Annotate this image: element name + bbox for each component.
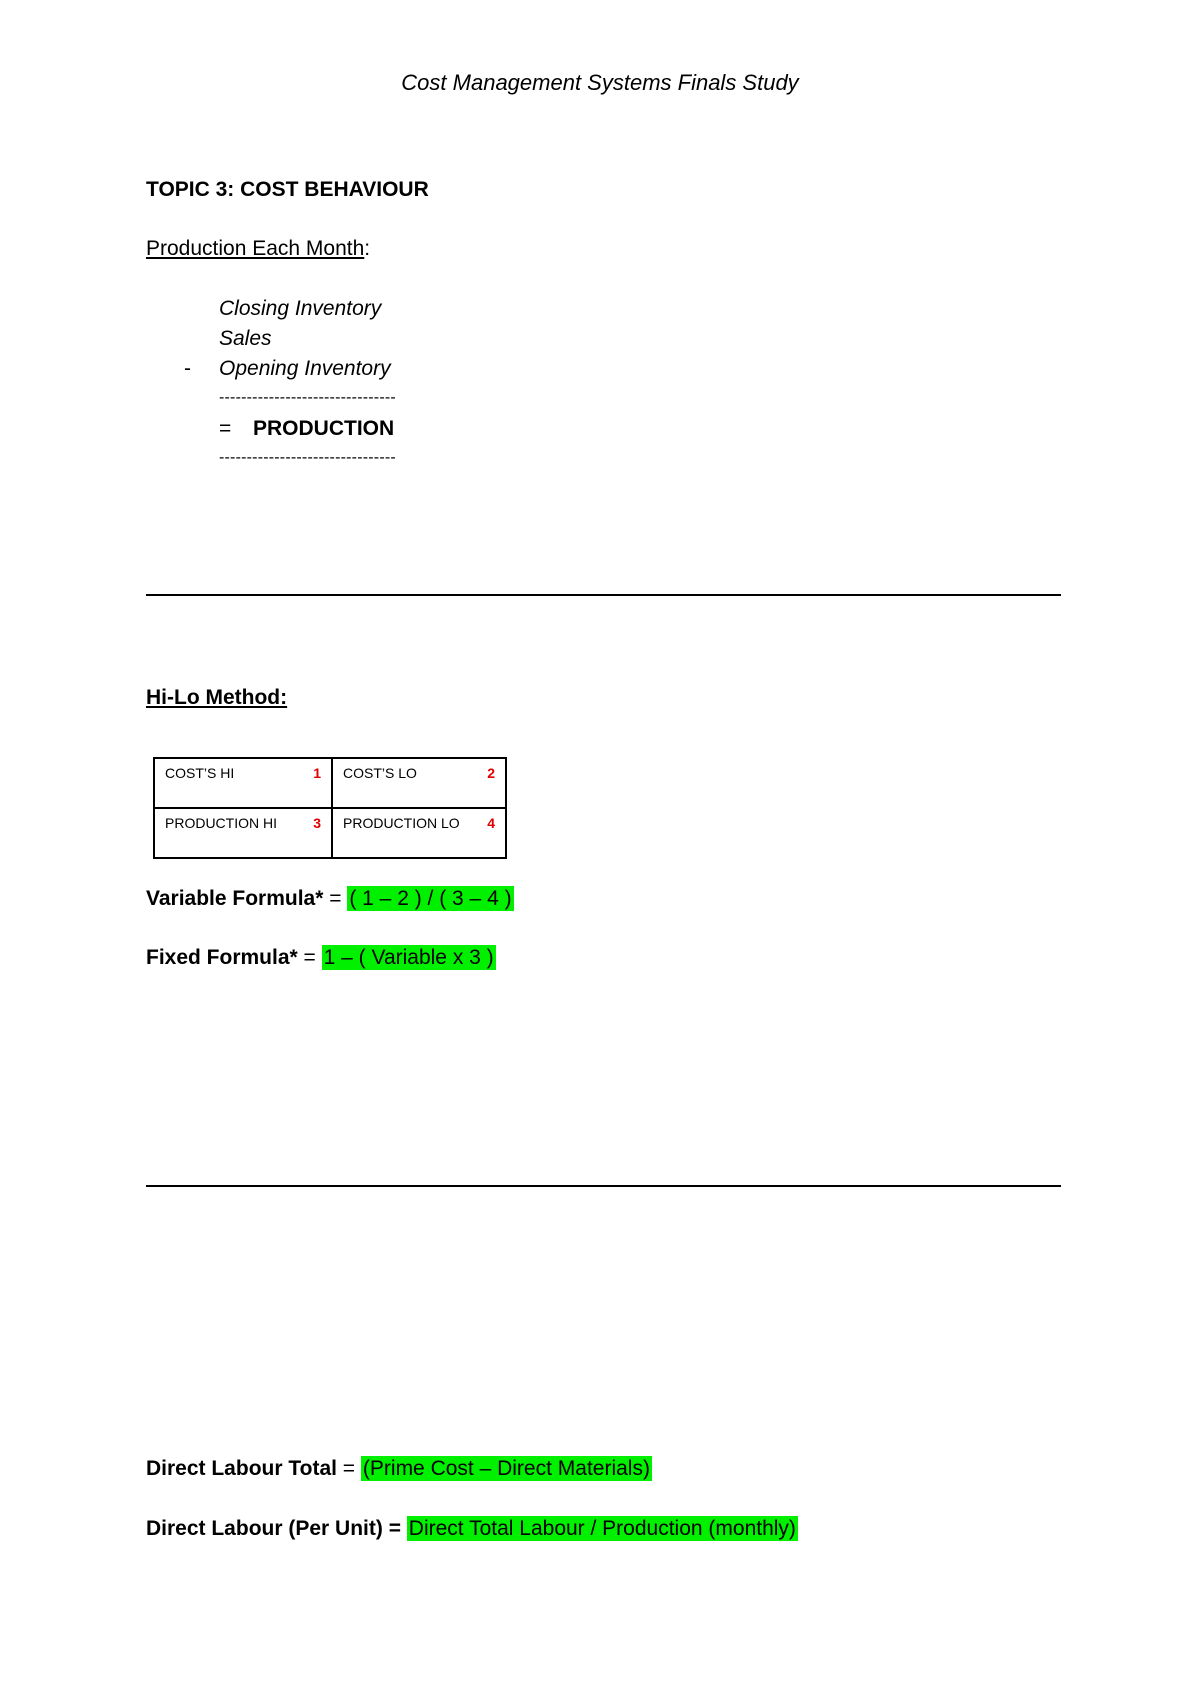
fixed-equals: =	[297, 946, 322, 969]
table-row	[154, 808, 506, 858]
minus-sign: -	[184, 357, 191, 380]
variable-formula-value: ( 1 – 2 ) / ( 3 – 4 )	[349, 887, 512, 910]
fixed-formula-label: Fixed Formula*	[146, 946, 298, 969]
cost-lo-number: 2	[487, 765, 495, 781]
production-heading	[146, 237, 370, 261]
topic-heading: TOPIC 3: COST BEHAVIOUR	[146, 178, 429, 201]
direct-labour-total-label: Direct Labour Total	[146, 1457, 337, 1480]
dash-separator-top: --------------------------------	[219, 389, 396, 406]
direct-labour-unit-label: Direct Labour (Per Unit) =	[146, 1517, 407, 1540]
fixed-formula-line	[146, 946, 496, 970]
production-result: PRODUCTION	[253, 417, 395, 440]
fixed-formula-value: 1 – ( Variable x 3 )	[323, 946, 494, 969]
cost-hi-number: 1	[313, 765, 321, 781]
cost-lo-label: COST’S LO	[343, 765, 417, 781]
cost-lo-cell	[332, 758, 506, 808]
production-heading-colon: :	[364, 237, 371, 260]
prod-lo-label: PRODUCTION LO	[343, 815, 460, 831]
variable-equals: =	[323, 887, 348, 910]
opening-inventory: Opening Inventory	[219, 357, 391, 380]
prod-lo-number: 4	[487, 815, 495, 831]
prod-lo-cell	[332, 808, 506, 858]
variable-formula-label: Variable Formula*	[146, 887, 324, 910]
hilo-heading	[146, 686, 287, 710]
page-header: Cost Management Systems Finals Study	[401, 70, 799, 95]
divider-1	[146, 594, 1061, 596]
hilo-heading-text: Hi-Lo Method:	[146, 686, 288, 709]
hilo-table	[153, 757, 507, 859]
table-row	[154, 758, 506, 808]
direct-labour-total-formula: (Prime Cost – Direct Materials)	[362, 1457, 650, 1480]
direct-labour-unit-formula: Direct Total Labour / Production (monthly)	[408, 1517, 796, 1540]
direct-labour-unit-line	[146, 1517, 798, 1541]
equals-sign: =	[219, 417, 232, 440]
direct-labour-total-equals: =	[336, 1457, 361, 1480]
variable-formula-line	[146, 887, 514, 911]
prod-hi-cell	[154, 808, 332, 858]
dash-separator-bottom: --------------------------------	[219, 449, 396, 466]
cost-hi-label: COST’S HI	[165, 765, 235, 781]
prod-hi-number: 3	[313, 815, 321, 831]
closing-inventory: Closing Inventory	[219, 297, 382, 320]
direct-labour-total-line	[146, 1457, 652, 1481]
production-heading-text: Production Each Month	[146, 237, 365, 260]
cost-hi-cell	[154, 758, 332, 808]
divider-2	[146, 1185, 1061, 1187]
prod-hi-label: PRODUCTION HI	[165, 815, 277, 831]
sales-line: Sales	[219, 327, 272, 350]
